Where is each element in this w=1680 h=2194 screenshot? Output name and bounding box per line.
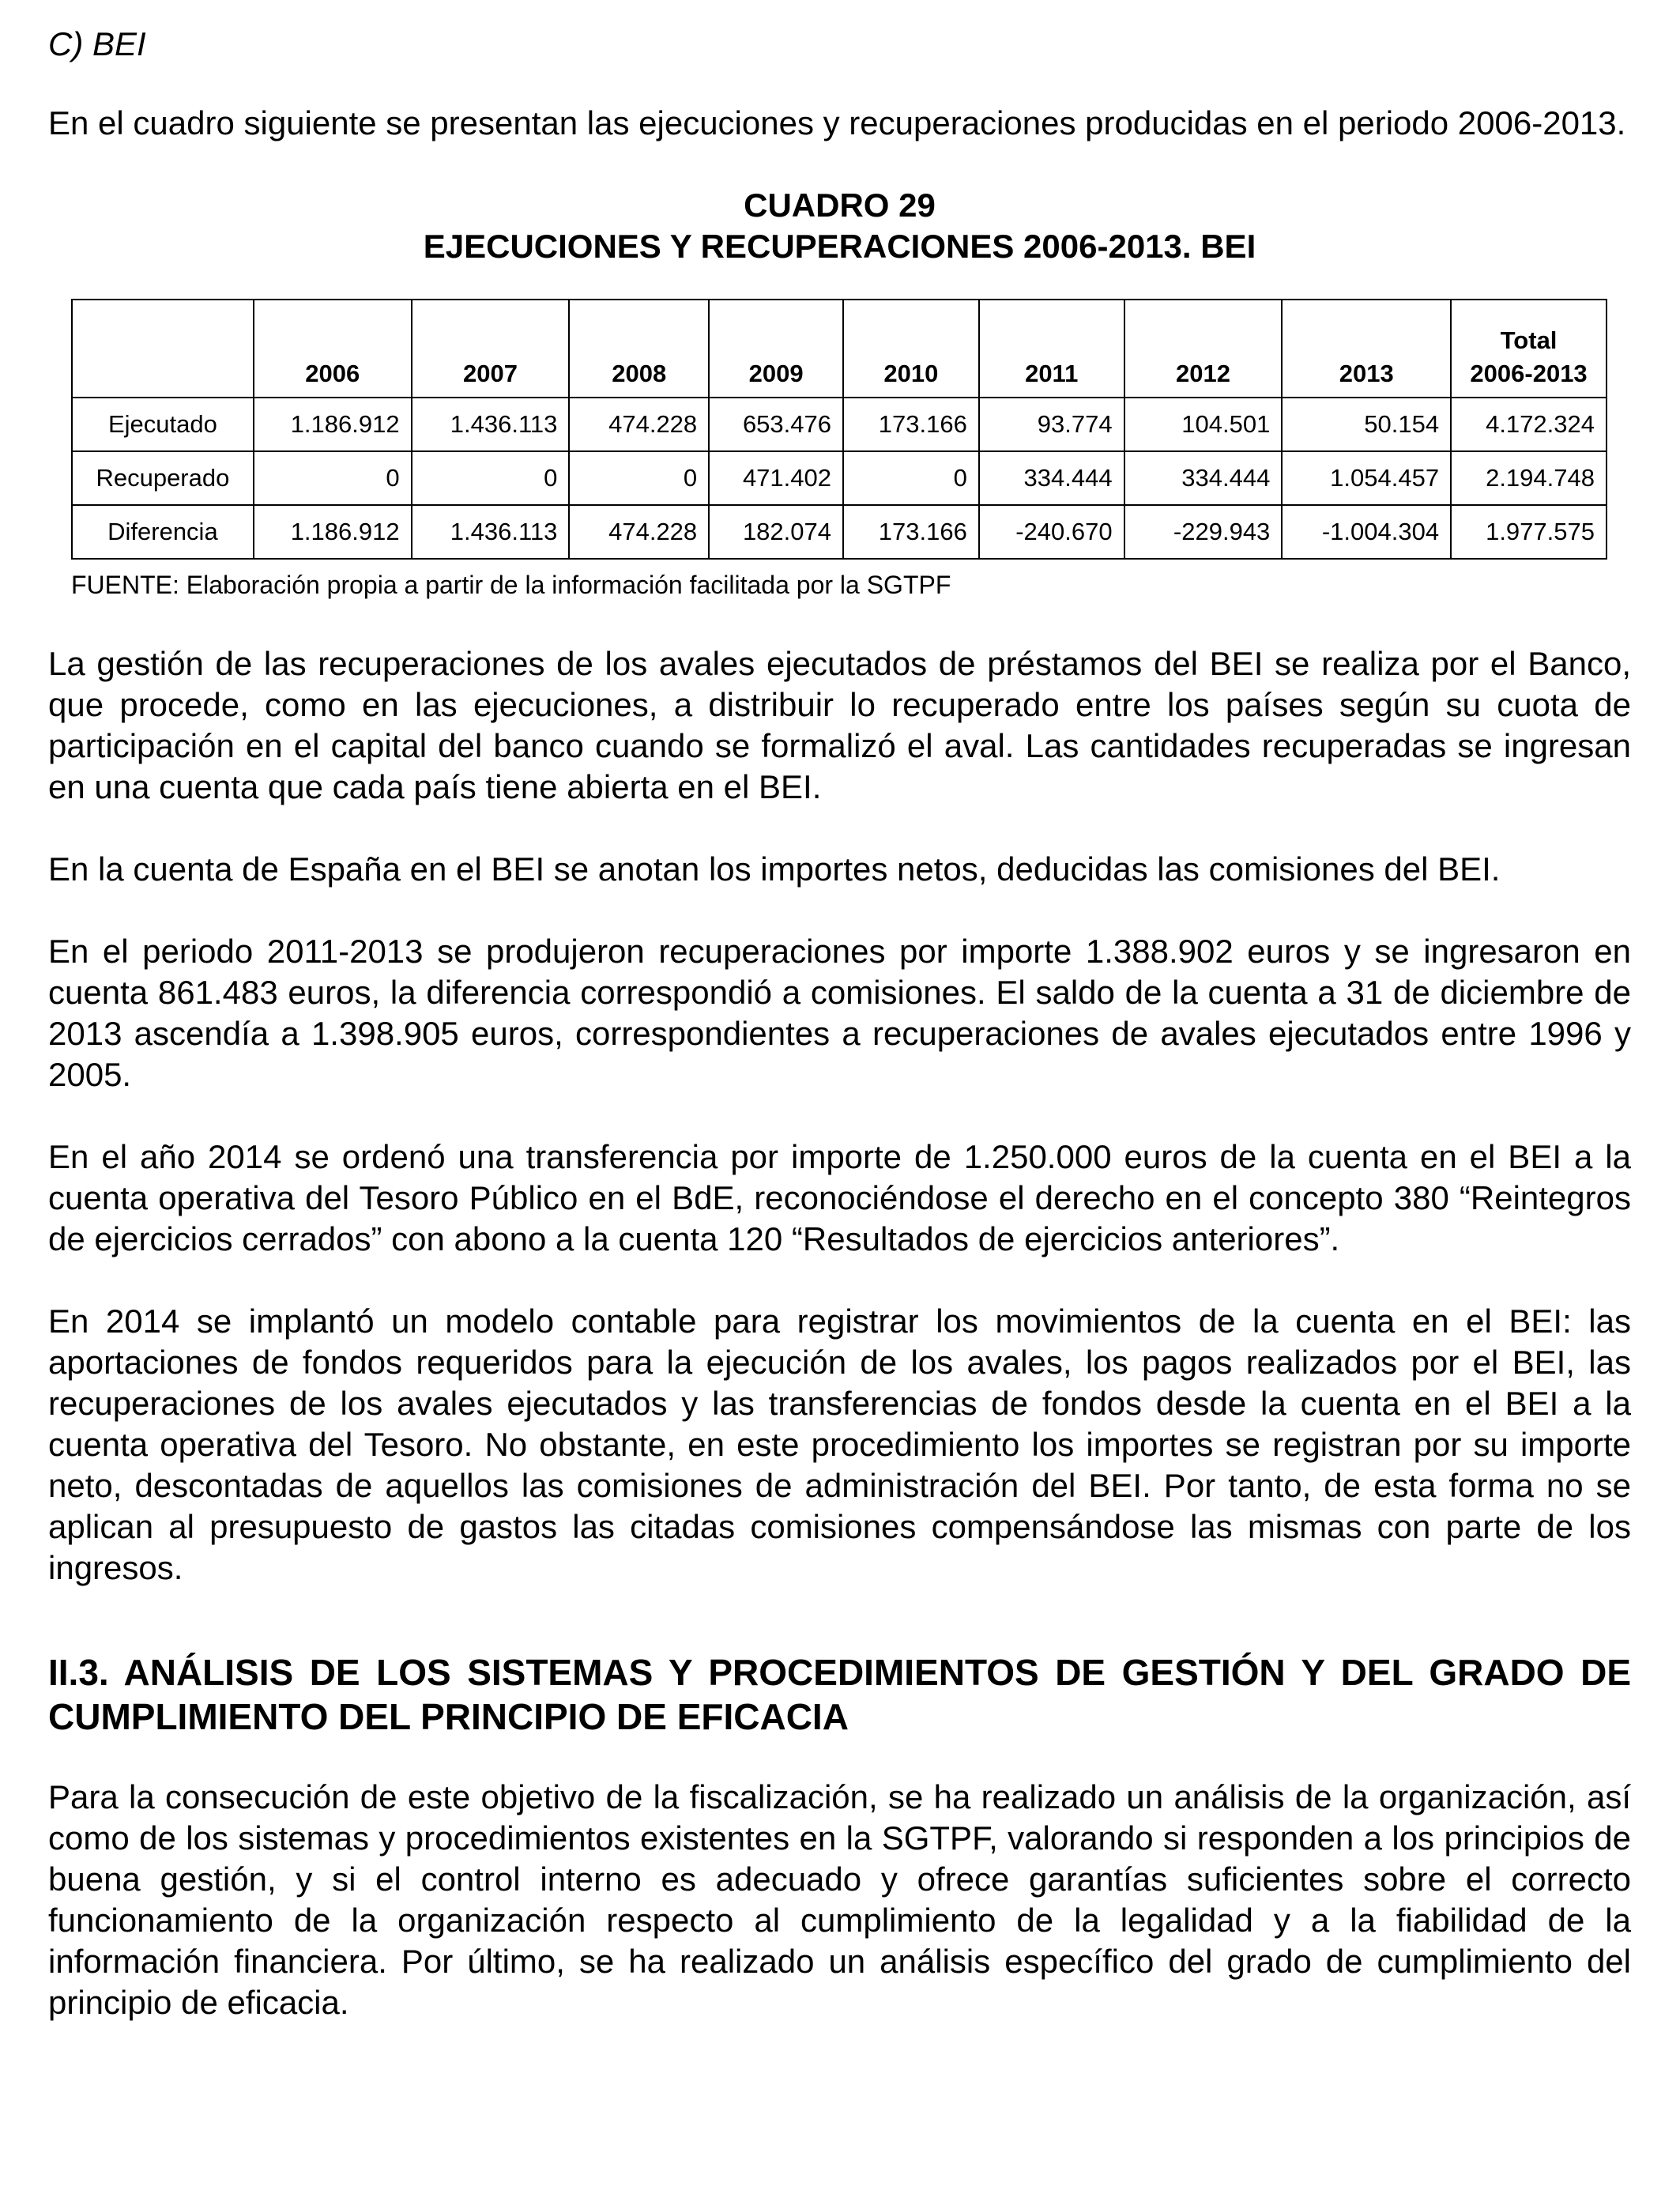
table-cell: 1.186.912 (254, 505, 412, 559)
table-title (48, 185, 1631, 267)
paragraph-transfer-2014: En el año 2014 se ordenó una transferencia por importe de 1.250.000 euros de la cuenta en el BEI a la cuenta operativa del Tesoro Público en el BdE, reconociéndose el derecho en el concepto 380 “Reintegros de ejercicios cerrados” con abono a la cuenta 120 “Resultados de ejercicios anteriores”. (48, 1138, 1631, 1257)
header-cell-total (1451, 300, 1607, 398)
data-table (71, 299, 1607, 560)
paragraph-period-2011-2013: En el periodo 2011-2013 se produjeron recuperaciones por importe 1.388.902 euros y se ingresaron en cuenta 861.483 euros, la diferencia correspondió a comisiones. El saldo de la cuenta a 31 de diciembre de 2013 ascendía a 1.398.905 euros, correspondientes a recuperaciones de avales ejecutados entre 1996 y 2005. (48, 933, 1631, 1093)
paragraph-recoveries-management: La gestión de las recuperaciones de los avales ejecutados de préstamos del BEI se realiza por el Banco, que procede, como en las ejecuciones, a distribuir lo recuperado entre los países según su cuota de participación en el capital del banco cuando se formalizó el aval. Las cantidades recuperadas se ingresan en una cuenta que cada país tiene abierta en el BEI. (48, 645, 1631, 805)
table-cell: 0 (254, 451, 412, 505)
header-cell-year: 2012 (1124, 300, 1283, 398)
paragraph-analysis: Para la consecución de este objetivo de la fiscalización, se ha realizado un análisis de la organización, así como de los sistemas y procedimientos existentes en la SGTPF, valorando si responden a los principios de buena gestión, y si el control interno es adecuado y ofrece garantías suficientes sobre el correcto funcionamiento de la organización respecto al cumplimiento de la legalidad y a la fiabilidad de la información financiera. Por último, se ha realizado un análisis específico del grado de cumplimiento del principio de eficacia. (48, 1778, 1631, 2021)
table-cell: 653.476 (709, 398, 843, 451)
table-header-row (72, 300, 1607, 398)
table-source-note: FUENTE: Elaboración propia a partir de la información facilitada por la SGTPF (71, 571, 951, 599)
table-cell: 50.154 (1282, 398, 1451, 451)
table-cell: 0 (412, 451, 570, 505)
header-total-line1: Total (1500, 326, 1558, 354)
table-cell: 173.166 (843, 398, 979, 451)
row-label: Recuperado (72, 451, 254, 505)
paragraph-spain-account: En la cuenta de España en el BEI se anotan los importes netos, deducidas las comisiones del BEI. (48, 850, 1501, 888)
table-row-diferencia (72, 505, 1607, 559)
table-cell: 0 (843, 451, 979, 505)
table-cell: 182.074 (709, 505, 843, 559)
table-cell-total: 2.194.748 (1451, 451, 1607, 505)
section-label: C) BEI (48, 25, 146, 62)
table-cell-total: 4.172.324 (1451, 398, 1607, 451)
table-number: CUADRO 29 (744, 187, 936, 224)
table-cell: 471.402 (709, 451, 843, 505)
table-cell: 0 (569, 451, 709, 505)
document-page (48, 24, 1631, 2064)
header-cell-year: 2010 (843, 300, 979, 398)
row-label: Ejecutado (72, 398, 254, 451)
table-cell: -1.004.304 (1282, 505, 1451, 559)
paragraph-accounting-model: En 2014 se implantó un modelo contable para registrar los movimientos de la cuenta en el BEI: las aportaciones de fondos requeridos para la ejecución de los avales, los pagos realizados por el BEI, las recuperaciones de los avales ejecutados y las transferencias de fondos desde la cuenta en el BEI a la cuenta operativa del Tesoro. No obstante, en este procedimiento los importes se registran por su importe neto, descontadas de aquellos las comisiones de administración del BEI. Por tanto, de esta forma no se aplican al presupuesto de gastos las citadas comisiones compensándose las mismas con parte de los ingresos. (48, 1302, 1631, 1586)
header-cell-year: 2009 (709, 300, 843, 398)
row-label: Diferencia (72, 505, 254, 559)
table-cell: 474.228 (569, 398, 709, 451)
table-cell: -229.943 (1124, 505, 1283, 559)
table-row-ejecutado (72, 398, 1607, 451)
table-cell-total: 1.977.575 (1451, 505, 1607, 559)
table-cell: 334.444 (1124, 451, 1283, 505)
table-cell: 173.166 (843, 505, 979, 559)
table-cell: 104.501 (1124, 398, 1283, 451)
intro-paragraph: En el cuadro siguiente se presentan las ejecuciones y recuperaciones producidas en el periodo 2006-2013. (48, 104, 1626, 141)
table-cell: 1.436.113 (412, 505, 570, 559)
section-heading: II.3. ANÁLISIS DE LOS SISTEMAS Y PROCEDIMIENTOS DE GESTIÓN Y DEL GRADO DE CUMPLIMIENTO DEL PRINCIPIO DE EFICACIA (48, 1652, 1631, 1737)
table-cell: 334.444 (979, 451, 1124, 505)
table-cell: 93.774 (979, 398, 1124, 451)
header-total-line2: 2006-2013 (1470, 360, 1588, 387)
header-cell-year: 2013 (1282, 300, 1451, 398)
table-cell: -240.670 (979, 505, 1124, 559)
table-cell: 1.436.113 (412, 398, 570, 451)
table-cell: 474.228 (569, 505, 709, 559)
header-cell-year: 2006 (254, 300, 412, 398)
header-cell-year: 2011 (979, 300, 1124, 398)
table-cell: 1.054.457 (1282, 451, 1451, 505)
table-row-recuperado (72, 451, 1607, 505)
header-cell-year: 2008 (569, 300, 709, 398)
header-cell-empty (72, 300, 254, 398)
table-caption: EJECUCIONES Y RECUPERACIONES 2006-2013. BEI (423, 228, 1256, 265)
header-cell-year: 2007 (412, 300, 570, 398)
table-cell: 1.186.912 (254, 398, 412, 451)
